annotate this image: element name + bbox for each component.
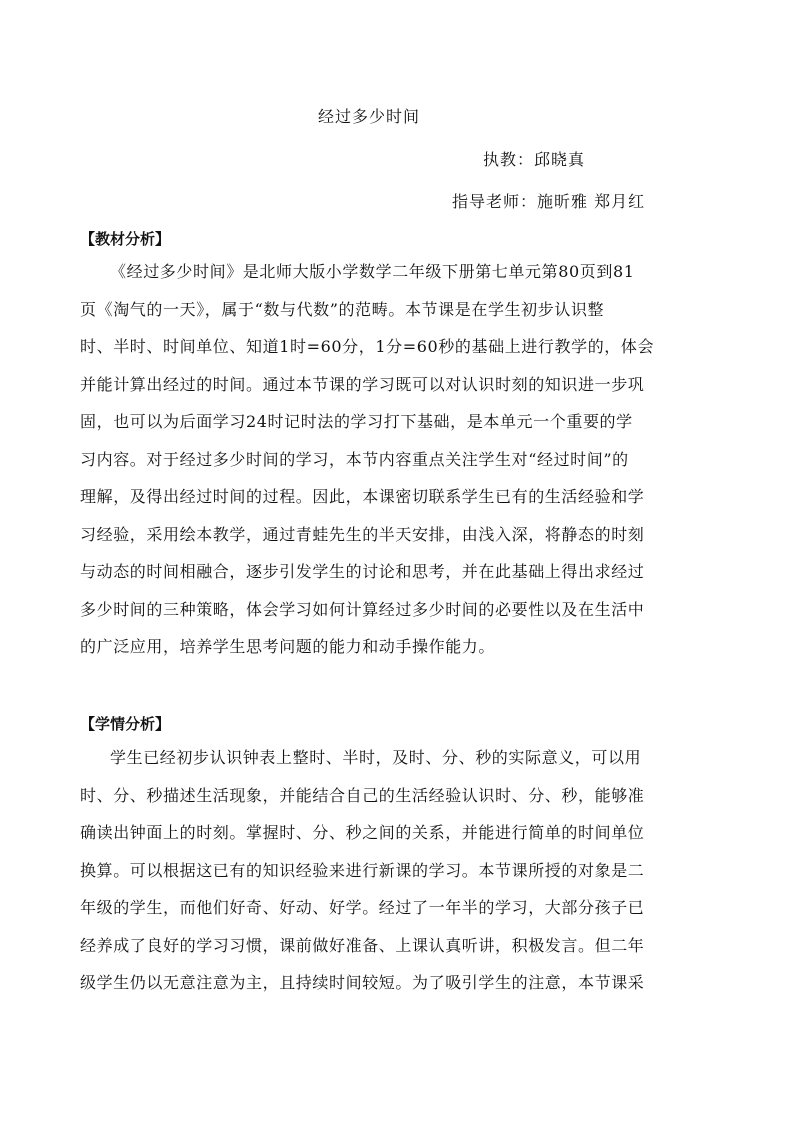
paragraph-line: 经养成了良好的学习习惯，课前做好准备、上课认真听讲，积极发言。但二年 bbox=[80, 935, 645, 955]
paragraph-textbook-analysis bbox=[80, 253, 720, 666]
paragraph-line: 年级的学生，而他们好奇、好动、好学。经过了一年半的学习，大部分孩子已 bbox=[80, 898, 645, 917]
paragraph-line: 级学生仍以无意注意为主，且持续时间较短。为了吸引学生的注意，本节课采 bbox=[80, 973, 645, 992]
paragraph-line: 时、分、秒描述生活现象，并能结合自己的生活经验认识时、分、秒，能够准 bbox=[80, 785, 645, 805]
paragraph-line: 《经过多少时间》是北师大版小学数学二年级下册第七单元第80页到81 bbox=[110, 262, 635, 281]
paragraph-student-analysis bbox=[80, 739, 720, 1002]
paragraph-line: 确读出钟面上的时刻。掌握时、分、秒之间的关系，并能进行简单的时间单位 bbox=[80, 823, 645, 842]
paragraph-line: 习内容。对于经过多少时间的学习，本节内容重点关注学生对“经过时间”的 bbox=[80, 449, 629, 469]
paragraph-line: 页《淘气的一天》，属于“数与代数”的范畴。本节课是在学生初步认识整 bbox=[80, 299, 605, 319]
document-title: 经过多少时间 bbox=[318, 107, 421, 126]
paragraph-line: 习经验，采用绘本教学，通过青蛙先生的半天安排，由浅入深，将静态的时刻 bbox=[80, 524, 645, 544]
paragraph-line: 多少时间的三种策略，体会学习如何计算经过多少时间的必要性以及在生活中 bbox=[80, 599, 645, 619]
section-heading-student-analysis: 【学情分析】 bbox=[80, 715, 171, 733]
paragraph-line: 固，也可以为后面学习24时记时法的学习打下基础，是本单元一个重要的学 bbox=[80, 412, 633, 431]
section-heading-textbook-analysis: 【教材分析】 bbox=[80, 230, 171, 248]
paragraph-line: 换算。可以根据这已有的知识经验来进行新课的学习。本节课所授的对象是二 bbox=[80, 860, 645, 880]
paragraph-line: 学生已经初步认识钟表上整时、半时，及时、分、秒的实际意义，可以用 bbox=[110, 748, 642, 767]
paragraph-line: 与动态的时间相融合，逐步引发学生的讨论和思考，并在此基础上得出求经过 bbox=[80, 562, 645, 581]
advisor-line: 指导老师：施昕雅 郑月红 bbox=[452, 192, 646, 211]
paragraph-line: 时、半时、时间单位、知道1时=60分，1分=60秒的基础上进行教学的，体会 bbox=[80, 337, 655, 356]
paragraph-line: 并能计算出经过的时间。通过本节课的学习既可以对认识时刻的知识进一步巩 bbox=[80, 374, 645, 394]
paragraph-line: 理解，及得出经过时间的过程。因此，本课密切联系学生已有的生活经验和学 bbox=[80, 487, 645, 506]
paragraph-line: 的广泛应用，培养学生思考问题的能力和动手操作能力。 bbox=[80, 637, 496, 656]
teacher-line: 执教：邱晓真 bbox=[483, 150, 586, 169]
